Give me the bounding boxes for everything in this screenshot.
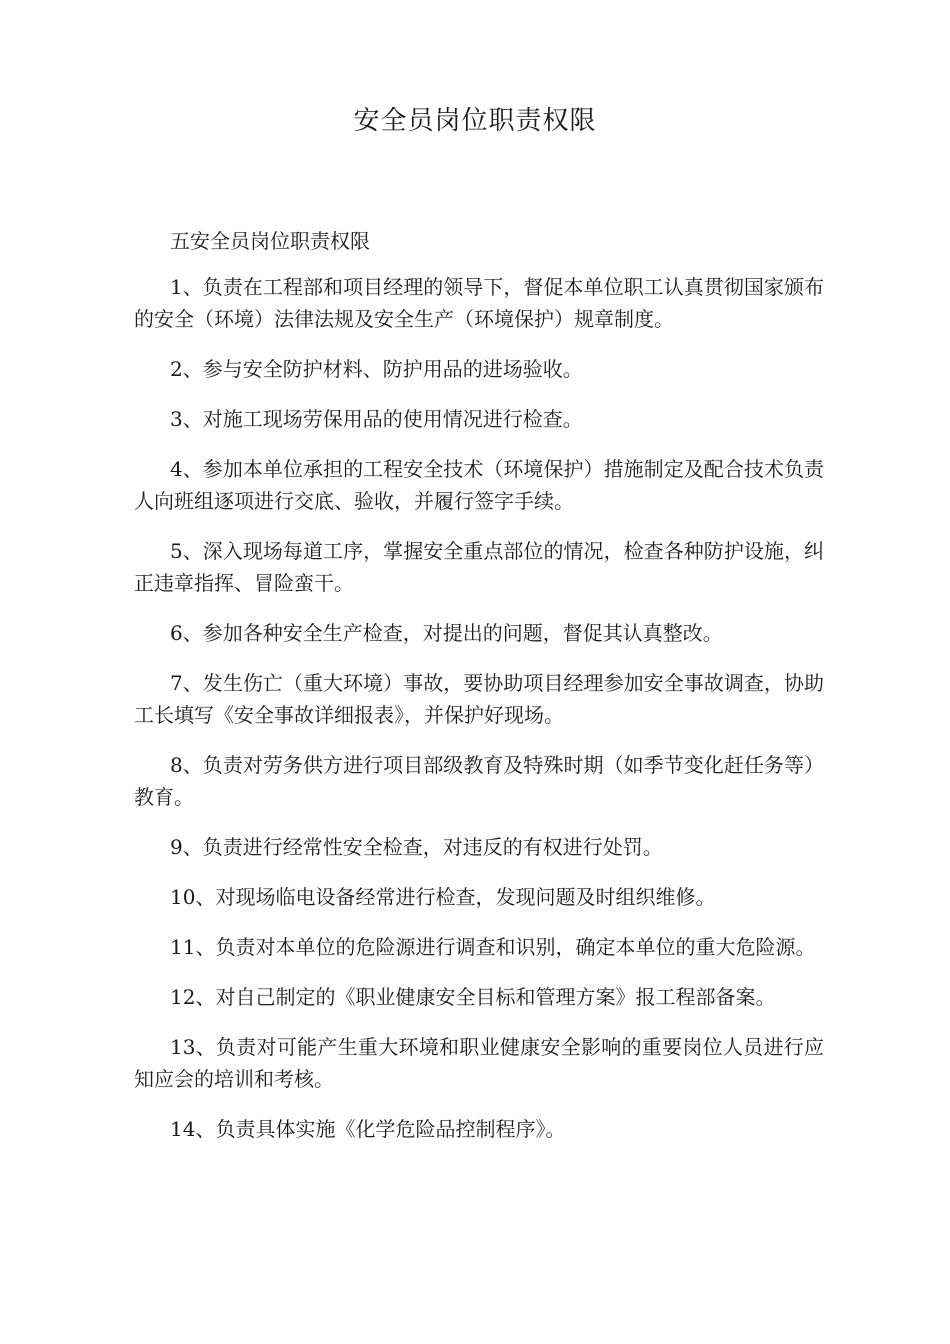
duty-item-6: 6、参加各种安全生产检查，对提出的问题，督促其认真整改。 — [170, 621, 723, 645]
duty-item-8: 8、负责对劳务供方进行项目部级教育及特殊时期（如季节变化赶任务等）教育。 — [134, 753, 824, 809]
duty-item-5: 5、深入现场每道工序，掌握安全重点部位的情况，检查各种防护设施，纠正违章指挥、冒险蛮干。 — [134, 539, 824, 595]
duty-item-11: 11、负责对本单位的危险源进行调查和识别，确定本单位的重大危险源。 — [170, 935, 816, 959]
duty-item-2: 2、参与安全防护材料、防护用品的进场验收。 — [170, 357, 583, 381]
duty-item-13: 13、负责对可能产生重大环境和职业健康安全影响的重要岗位人员进行应知应会的培训和考核。 — [134, 1035, 824, 1091]
duty-item-1: 1、负责在工程部和项目经理的领导下，督促本单位职工认真贯彻国家颁布的安全（环境）法律法规及安全生产（环境保护）规章制度。 — [134, 275, 824, 331]
duty-item-4: 4、参加本单位承担的工程安全技术（环境保护）措施制定及配合技术负责人向班组逐项进行交底、验收，并履行签字手续。 — [134, 457, 824, 513]
duty-item-3: 3、对施工现场劳保用品的使用情况进行检查。 — [170, 407, 583, 431]
duty-item-7: 7、发生伤亡（重大环境）事故，要协助项目经理参加安全事故调查，协助工长填写《安全事故详细报表》，并保护好现场。 — [134, 671, 824, 727]
duty-item-10: 10、对现场临电设备经常进行检查，发现问题及时组织维修。 — [170, 885, 716, 909]
duty-item-12: 12、对自己制定的《职业健康安全目标和管理方案》报工程部备案。 — [170, 985, 776, 1009]
document-title: 安全员岗位职责权限 — [353, 106, 597, 136]
duty-item-14: 14、负责具体实施《化学危险品控制程序》。 — [170, 1117, 566, 1141]
duty-item-9: 9、负责进行经常性安全检查，对违反的有权进行处罚。 — [170, 835, 663, 859]
section-heading: 五安全员岗位职责权限 — [170, 229, 370, 253]
document-body — [134, 225, 824, 1163]
